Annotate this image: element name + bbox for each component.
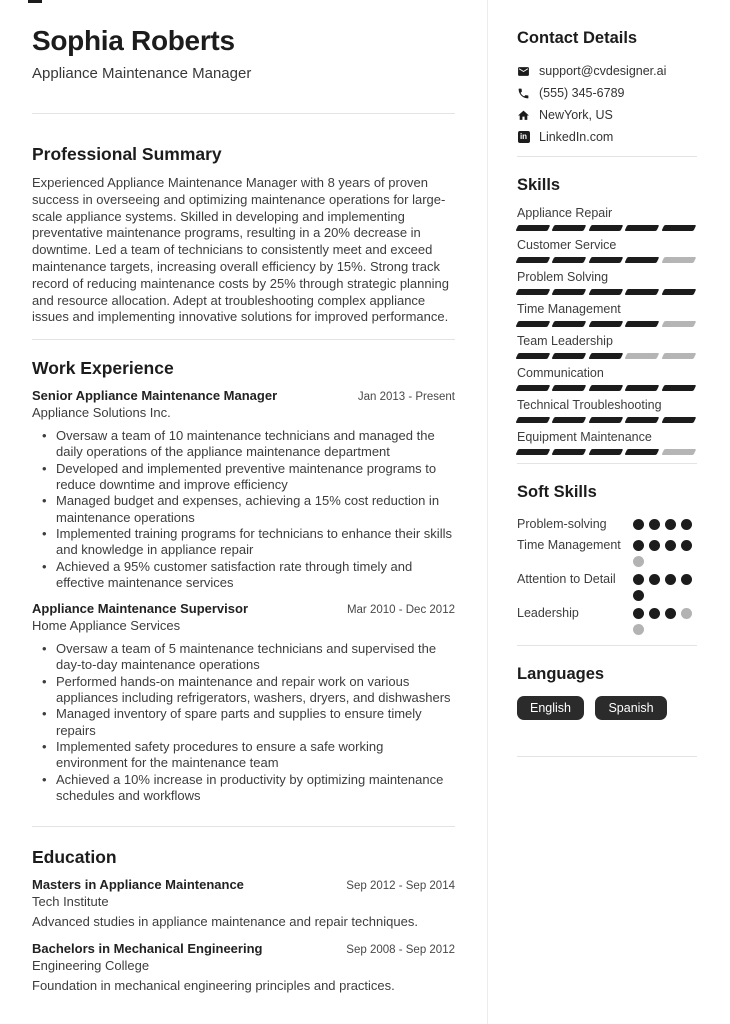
rating-dot [649, 540, 660, 551]
contact-location [517, 108, 697, 122]
languages-divider [517, 756, 697, 757]
rating-dot [649, 519, 660, 530]
soft-skill-item [517, 537, 697, 567]
skill-bar-segment [588, 417, 623, 423]
rating-dot [665, 519, 676, 530]
skill-level-bar [517, 289, 697, 295]
skill-bar-segment [516, 449, 551, 455]
skill-bar-segment [625, 321, 660, 327]
soft-skill-name: Attention to Detail [517, 572, 616, 586]
rating-dot [681, 574, 692, 585]
summary-text: Experienced Appliance Maintenance Manager with 8 years of proven success in overseeing and optimizing maintenance operations for large-scale appliance systems. Skilled in developing and implementing preventative maintenance programs, resulting in a 20% decrease in downtime. Led a team of technicians to consistently meet and exceed maintenance targets, increasing overall efficiency by 15%. Strong track record of reducing maintenance costs by 25% through strategic planning and resource allocation. Adept at troubleshooting complex appliance issues and implementing innovative solutions for improved performance. [32, 175, 449, 325]
skill-item [517, 205, 697, 231]
job-dates: Jan 2013 - Present [357, 391, 455, 404]
skills-heading: Skills [517, 176, 561, 194]
rating-dot [633, 624, 644, 635]
contact-heading: Contact Details [517, 29, 638, 47]
skill-bar-segment [552, 289, 587, 295]
soft-skills-divider [517, 645, 697, 646]
soft-skill-item [517, 516, 697, 533]
soft-skill-item [517, 605, 697, 635]
job-bullet-list [32, 428, 455, 591]
professional-summary-section [32, 144, 455, 326]
contact-section [517, 28, 697, 144]
skill-level-bar [517, 449, 697, 455]
summary-divider [32, 339, 455, 340]
school-name: Engineering College [32, 958, 150, 974]
skill-bar-segment [661, 257, 696, 263]
skill-bar-segment [588, 289, 623, 295]
rating-dot [633, 556, 644, 567]
job-title: Senior Appliance Maintenance Manager [32, 388, 278, 404]
contact-divider [517, 156, 697, 157]
rating-dot [633, 540, 644, 551]
soft-skill-rating-dots [633, 608, 697, 635]
rating-dot [633, 590, 644, 601]
skill-level-bar [517, 225, 697, 231]
job-bullet-list [32, 641, 455, 804]
degree-description: Advanced studies in appliance maintenance and repair techniques. [32, 914, 418, 930]
skills-divider [517, 463, 697, 464]
phone-icon [517, 87, 530, 100]
soft-skill-rating-dots [633, 540, 697, 567]
school-name: Tech Institute [32, 894, 109, 910]
skill-bar-segment [588, 385, 623, 391]
rating-dot [665, 574, 676, 585]
skill-name: Customer Service [517, 238, 617, 252]
skill-bar-segment [552, 321, 587, 327]
rating-dot [649, 574, 660, 585]
soft-skill-name: Time Management [517, 538, 621, 552]
skill-level-bar [517, 353, 697, 359]
skill-name: Problem Solving [517, 270, 609, 284]
degree-description: Foundation in mechanical engineering principles and practices. [32, 978, 395, 994]
languages-heading: Languages [517, 665, 605, 683]
rating-dot [649, 608, 660, 619]
skill-bar-segment [625, 257, 660, 263]
languages-section [517, 664, 697, 720]
contact-location-text: NewYork, US [539, 108, 613, 122]
bullet-item: • Implemented training programs for technicians to enhance their skills and knowledge in appliance repair [32, 526, 455, 559]
skill-item [517, 365, 697, 391]
bullet-item: • Oversaw a team of 10 maintenance technicians and managed the daily operations of the appliance maintenance department [32, 428, 455, 461]
skill-bar-segment [661, 353, 696, 359]
summary-heading: Professional Summary [32, 144, 222, 164]
skill-level-bar [517, 257, 697, 263]
soft-skill-item [517, 571, 697, 601]
rating-dot [633, 574, 644, 585]
soft-skill-name: Problem-solving [517, 517, 607, 531]
rating-dot [681, 519, 692, 530]
candidate-job-title: Appliance Maintenance Manager [32, 65, 252, 82]
skill-bar-segment [588, 449, 623, 455]
job-company: Appliance Solutions Inc. [32, 405, 171, 421]
degree-dates: Sep 2008 - Sep 2012 [346, 944, 455, 957]
rating-dot [633, 519, 644, 530]
bullet-item: • Achieved a 95% customer satisfaction rate through timely and effective maintenance services [32, 559, 455, 592]
skill-bar-segment [552, 257, 587, 263]
skill-bar-segment [552, 417, 587, 423]
education-heading: Education [32, 847, 117, 868]
skill-bar-segment [552, 449, 587, 455]
contact-phone-text: (555) 345-6789 [539, 86, 625, 100]
education-entry [32, 941, 455, 994]
skill-bar-segment [588, 225, 623, 231]
bullet-item: • Implemented safety procedures to ensure a safe working environment for the maintenance team [32, 739, 455, 772]
resume-sidebar [517, 0, 697, 757]
skill-bar-segment [625, 385, 660, 391]
contact-email[interactable] [517, 64, 697, 78]
education-section [32, 847, 455, 995]
skill-bar-segment [516, 385, 551, 391]
degree-dates: Sep 2012 - Sep 2014 [346, 880, 455, 893]
skill-name: Team Leadership [517, 334, 613, 348]
skill-level-bar [517, 417, 697, 423]
job-entry [32, 601, 455, 804]
job-dates: Mar 2010 - Dec 2012 [346, 604, 455, 617]
language-pill-list [517, 696, 697, 720]
skill-item [517, 237, 697, 263]
skill-item [517, 397, 697, 423]
skill-bar-segment [661, 225, 696, 231]
skill-bar-segment [516, 257, 551, 263]
work-experience-section [32, 358, 455, 804]
skill-item [517, 333, 697, 359]
header-divider [32, 113, 455, 114]
skill-bar-segment [552, 385, 587, 391]
skill-bar-segment [588, 257, 623, 263]
soft-skill-rating-dots [633, 519, 697, 533]
contact-linkedin-text: LinkedIn.com [539, 130, 614, 144]
language-pill: Spanish [595, 696, 666, 720]
skill-bar-segment [661, 385, 696, 391]
skill-bar-segment [661, 449, 696, 455]
job-company: Home Appliance Services [32, 618, 181, 634]
skills-list [517, 205, 697, 455]
skill-bar-segment [661, 289, 696, 295]
bullet-item: • Performed hands-on maintenance and repair work on various appliances including refrigerators, washers, dryers, and dishwashers [32, 674, 455, 707]
skill-bar-segment [661, 321, 696, 327]
skills-section [517, 175, 697, 455]
rating-dot [665, 608, 676, 619]
degree-title: Bachelors in Mechanical Engineering [32, 941, 263, 957]
contact-linkedin[interactable] [517, 130, 697, 144]
skill-bar-segment [625, 289, 660, 295]
rating-dot [681, 608, 692, 619]
skill-name: Equipment Maintenance [517, 430, 652, 444]
work-experience-heading: Work Experience [32, 358, 174, 379]
rating-dot [681, 540, 692, 551]
skill-name: Appliance Repair [517, 206, 613, 220]
skill-bar-segment [516, 417, 551, 423]
home-icon [517, 109, 530, 122]
envelope-icon [517, 65, 530, 78]
bullet-item: • Managed budget and expenses, achieving a 15% cost reduction in maintenance operations [32, 493, 455, 526]
bullet-item: • Developed and implemented preventive maintenance programs to reduce downtime and improve efficiency [32, 461, 455, 494]
skill-bar-segment [625, 225, 660, 231]
skill-level-bar [517, 385, 697, 391]
job-title: Appliance Maintenance Supervisor [32, 601, 249, 617]
education-entry [32, 877, 455, 930]
bullet-item: • Oversaw a team of 5 maintenance technicians and supervised the day-to-day maintenance operations [32, 641, 455, 674]
skill-item [517, 429, 697, 455]
soft-skills-heading: Soft Skills [517, 483, 597, 501]
skill-bar-segment [625, 353, 660, 359]
soft-skill-name: Leadership [517, 606, 579, 620]
work-divider [32, 826, 455, 827]
skill-item [517, 269, 697, 295]
skill-bar-segment [516, 353, 551, 359]
skill-name: Communication [517, 366, 604, 380]
contact-email-text: support@cvdesigner.ai [539, 64, 667, 78]
degree-title: Masters in Appliance Maintenance [32, 877, 244, 893]
soft-skills-section [517, 482, 697, 635]
rating-dot [665, 540, 676, 551]
skill-bar-segment [625, 417, 660, 423]
language-pill: English [517, 696, 584, 720]
bullet-item: • Managed inventory of spare parts and supplies to ensure timely repairs [32, 706, 455, 739]
job-entry [32, 388, 455, 591]
skill-bar-segment [516, 289, 551, 295]
skill-bar-segment [661, 417, 696, 423]
column-divider [487, 0, 488, 1024]
skill-item [517, 301, 697, 327]
skill-name: Technical Troubleshooting [517, 398, 662, 412]
skill-bar-segment [588, 321, 623, 327]
skill-bar-segment [552, 225, 587, 231]
contact-list [517, 64, 697, 144]
skill-bar-segment [552, 353, 587, 359]
candidate-name: Sophia Roberts [32, 25, 235, 56]
soft-skills-list [517, 516, 697, 635]
contact-phone[interactable] [517, 86, 697, 100]
skill-level-bar [517, 321, 697, 327]
bullet-item: • Achieved a 10% increase in productivity by optimizing maintenance schedules and workflows [32, 772, 455, 805]
resume-main-column [32, 0, 455, 995]
skill-name: Time Management [517, 302, 621, 316]
rating-dot [633, 608, 644, 619]
skill-bar-segment [516, 225, 551, 231]
skill-bar-segment [516, 321, 551, 327]
soft-skill-rating-dots [633, 574, 697, 601]
skill-bar-segment [588, 353, 623, 359]
skill-bar-segment [625, 449, 660, 455]
linkedin-icon: in [517, 131, 530, 144]
